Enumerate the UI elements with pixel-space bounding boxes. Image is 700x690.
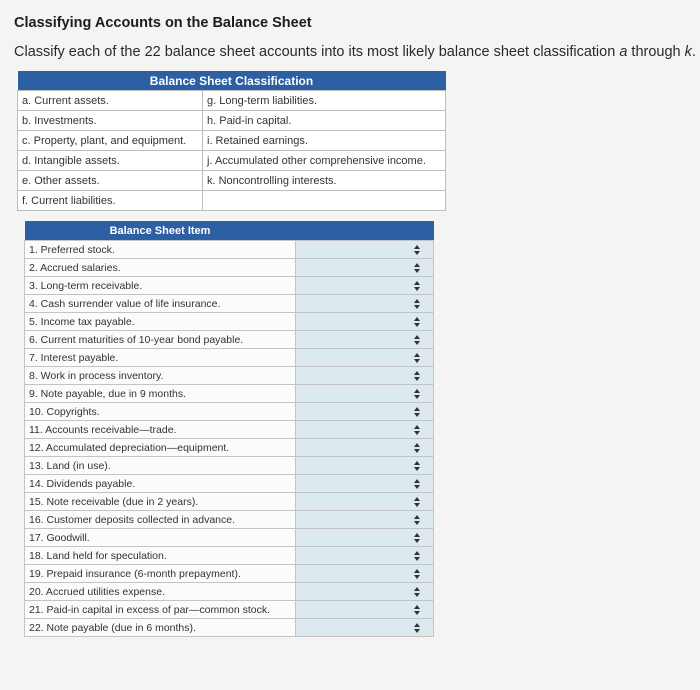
updown-arrow-icon <box>414 569 421 579</box>
classification-select-cell <box>296 439 434 457</box>
classification-select-cell <box>296 241 434 259</box>
instructions-italic-a: a <box>619 44 628 60</box>
item-row <box>25 277 434 295</box>
updown-arrow-icon <box>414 263 421 273</box>
instructions-text: Classify each of the 22 balance sheet accounts into its most likely balance sheet classification <box>14 44 620 60</box>
items-header: Balance Sheet Item <box>25 221 296 241</box>
updown-arrow-icon <box>414 533 421 543</box>
item-label: 5. Income tax payable. <box>25 313 296 331</box>
updown-arrow-icon <box>414 335 421 345</box>
item-label: 14. Dividends payable. <box>25 475 296 493</box>
updown-arrow-icon <box>414 425 421 435</box>
classification-dropdown[interactable] <box>296 421 433 438</box>
classification-dropdown[interactable] <box>296 493 433 510</box>
classification-select-cell <box>296 511 434 529</box>
item-row <box>25 295 434 313</box>
classification-row <box>18 111 446 131</box>
updown-arrow-icon <box>414 281 421 291</box>
classification-left: f. Current liabilities. <box>18 191 203 211</box>
classification-select-cell <box>296 547 434 565</box>
updown-arrow-icon <box>414 515 421 525</box>
item-label: 1. Preferred stock. <box>25 241 296 259</box>
item-row <box>25 349 434 367</box>
answer-header <box>296 221 434 241</box>
classification-dropdown[interactable] <box>296 403 433 420</box>
updown-arrow-icon <box>414 461 421 471</box>
item-row <box>25 475 434 493</box>
item-row <box>25 511 434 529</box>
updown-arrow-icon <box>414 317 421 327</box>
item-row <box>25 619 434 637</box>
item-row <box>25 529 434 547</box>
item-label: 16. Customer deposits collected in advance. <box>25 511 296 529</box>
item-label: 11. Accounts receivable—trade. <box>25 421 296 439</box>
item-label: 17. Goodwill. <box>25 529 296 547</box>
classification-select-cell <box>296 583 434 601</box>
page-title: Classifying Accounts on the Balance Sheet <box>14 15 312 31</box>
classification-dropdown[interactable] <box>296 259 433 276</box>
classification-header: Balance Sheet Classification <box>18 71 446 91</box>
item-label: 4. Cash surrender value of life insurance. <box>25 295 296 313</box>
classification-row <box>18 171 446 191</box>
classification-dropdown[interactable] <box>296 331 433 348</box>
item-row <box>25 601 434 619</box>
classification-row <box>18 91 446 111</box>
classification-dropdown[interactable] <box>296 457 433 474</box>
classification-right: g. Long-term liabilities. <box>203 91 446 111</box>
classification-select-cell <box>296 601 434 619</box>
classification-select-cell <box>296 385 434 403</box>
item-label: 9. Note payable, due in 9 months. <box>25 385 296 403</box>
classification-row <box>18 131 446 151</box>
classification-dropdown[interactable] <box>296 511 433 528</box>
updown-arrow-icon <box>414 497 421 507</box>
updown-arrow-icon <box>414 479 421 489</box>
item-label: 10. Copyrights. <box>25 403 296 421</box>
item-label: 12. Accumulated depreciation—equipment. <box>25 439 296 457</box>
classification-dropdown[interactable] <box>296 583 433 600</box>
classification-dropdown[interactable] <box>296 313 433 330</box>
item-row <box>25 421 434 439</box>
item-row <box>25 385 434 403</box>
classification-dropdown[interactable] <box>296 529 433 546</box>
classification-right: k. Noncontrolling interests. <box>203 171 446 191</box>
classification-dropdown[interactable] <box>296 439 433 456</box>
classification-dropdown[interactable] <box>296 349 433 366</box>
updown-arrow-icon <box>414 389 421 399</box>
classification-select-cell <box>296 367 434 385</box>
classification-select-cell <box>296 331 434 349</box>
classification-dropdown[interactable] <box>296 601 433 618</box>
item-label: 3. Long-term receivable. <box>25 277 296 295</box>
classification-dropdown[interactable] <box>296 385 433 402</box>
item-row <box>25 313 434 331</box>
updown-arrow-icon <box>414 299 421 309</box>
updown-arrow-icon <box>414 371 421 381</box>
updown-arrow-icon <box>414 353 421 363</box>
item-label: 13. Land (in use). <box>25 457 296 475</box>
classification-select-cell <box>296 295 434 313</box>
classification-dropdown[interactable] <box>296 367 433 384</box>
item-row <box>25 259 434 277</box>
updown-arrow-icon <box>414 605 421 615</box>
item-row <box>25 241 434 259</box>
item-row <box>25 403 434 421</box>
updown-arrow-icon <box>414 587 421 597</box>
classification-row <box>18 151 446 171</box>
classification-select-cell <box>296 349 434 367</box>
classification-select-cell <box>296 493 434 511</box>
instructions-italic-k: k <box>684 44 692 60</box>
classification-left: c. Property, plant, and equipment. <box>18 131 203 151</box>
updown-arrow-icon <box>414 551 421 561</box>
item-row <box>25 493 434 511</box>
classification-right <box>203 191 446 211</box>
classification-select-cell <box>296 421 434 439</box>
updown-arrow-icon <box>414 443 421 453</box>
classification-select-cell <box>296 277 434 295</box>
item-label: 18. Land held for speculation. <box>25 547 296 565</box>
item-row <box>25 367 434 385</box>
item-label: 8. Work in process inventory. <box>25 367 296 385</box>
classification-dropdown[interactable] <box>296 547 433 564</box>
item-label: 6. Current maturities of 10-year bond payable. <box>25 331 296 349</box>
item-row <box>25 565 434 583</box>
classification-select-cell <box>296 565 434 583</box>
item-row <box>25 583 434 601</box>
classification-left: e. Other assets. <box>18 171 203 191</box>
instructions-end: . <box>691 44 696 60</box>
item-label: 21. Paid-in capital in excess of par—common stock. <box>25 601 296 619</box>
classification-right: h. Paid-in capital. <box>203 111 446 131</box>
classification-select-cell <box>296 313 434 331</box>
instructions-middle: through <box>627 44 685 60</box>
item-row <box>25 547 434 565</box>
classification-select-cell <box>296 619 434 637</box>
classification-select-cell <box>296 259 434 277</box>
classification-right: i. Retained earnings. <box>203 131 446 151</box>
classification-right: j. Accumulated other comprehensive income. <box>203 151 446 171</box>
item-row <box>25 439 434 457</box>
classification-select-cell <box>296 403 434 421</box>
classification-left: a. Current assets. <box>18 91 203 111</box>
item-label: 19. Prepaid insurance (6-month prepayment). <box>25 565 296 583</box>
items-table <box>24 221 434 637</box>
item-label: 15. Note receivable (due in 2 years). <box>25 493 296 511</box>
updown-arrow-icon <box>414 623 421 633</box>
item-label: 7. Interest payable. <box>25 349 296 367</box>
classification-table <box>17 71 446 211</box>
item-row <box>25 457 434 475</box>
instructions <box>14 44 696 60</box>
classification-dropdown[interactable] <box>296 475 433 492</box>
updown-arrow-icon <box>414 407 421 417</box>
item-label: 22. Note payable (due in 6 months). <box>25 619 296 637</box>
item-label: 20. Accrued utilities expense. <box>25 583 296 601</box>
classification-row <box>18 191 446 211</box>
classification-dropdown[interactable] <box>296 295 433 312</box>
item-label: 2. Accrued salaries. <box>25 259 296 277</box>
classification-select-cell <box>296 457 434 475</box>
classification-dropdown[interactable] <box>296 241 433 258</box>
classification-dropdown[interactable] <box>296 565 433 582</box>
item-row <box>25 331 434 349</box>
classification-left: d. Intangible assets. <box>18 151 203 171</box>
updown-arrow-icon <box>414 245 421 255</box>
classification-select-cell <box>296 475 434 493</box>
classification-dropdown[interactable] <box>296 619 433 636</box>
classification-dropdown[interactable] <box>296 277 433 294</box>
classification-left: b. Investments. <box>18 111 203 131</box>
classification-select-cell <box>296 529 434 547</box>
